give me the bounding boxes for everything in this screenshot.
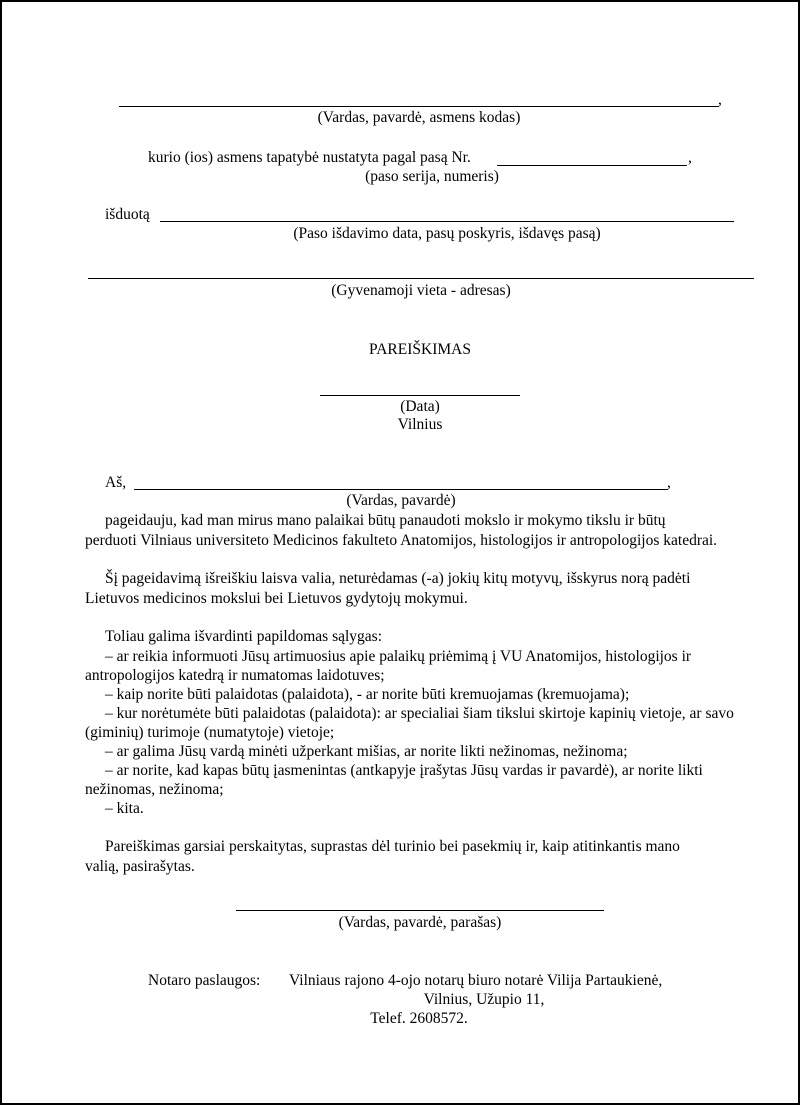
residence-caption: (Gyvenamoji vieta - adresas) bbox=[331, 282, 511, 299]
signature-caption: (Vardas, pavardė, parašas) bbox=[338, 914, 502, 931]
condition-item: – ar reikia informuoti Jūsų artimuosius apie palaikų priėmimą į VU Anatomijos, histologijos ir antropologijos katedrą ir numatomas laidotuves; bbox=[85, 648, 692, 684]
paragraph-1-rest: perduoti Vilniaus universiteto Medicinos fakulteto Anatomijos, histologijos ir antropologijos katedrai. bbox=[85, 532, 718, 549]
declarant-label: Aš, bbox=[105, 474, 127, 491]
condition-item: – ar norite, kad kapas būtų įasmenintas (antkapyje įrašytas Jūsų vardas ir pavardė), ar norite likti nežinomas, nežinoma; bbox=[85, 762, 703, 798]
conditions-intro: Toliau galima išvardinti papildomas sąlygas: bbox=[105, 628, 383, 645]
residence-line bbox=[88, 278, 754, 279]
closing-rest: valią, pasirašytas. bbox=[85, 858, 195, 875]
comma: , bbox=[718, 91, 722, 108]
issued-caption: (Paso išdavimo data, pasų poskyris, išdavęs pasą) bbox=[293, 225, 601, 242]
paragraph-1-first-line: pageidauju, kad man mirus mano palaikai būtų panaudoti mokslo ir mokymo tikslu ir būtų bbox=[105, 512, 666, 529]
name-code-line bbox=[119, 106, 719, 107]
page-title: PAREIŠKIMAS bbox=[369, 341, 471, 358]
condition-item: – ar galima Jūsų vardą minėti užperkant mišias, ar norite likti nežinomas, nežinoma; bbox=[105, 743, 628, 760]
condition-item: – kur norėtumėte būti palaidotas (palaidota): ar specialiai šiam tikslui skirtoje kapinių vietoje, ar savo (giminių) turimoje (numatytoje) vietoje; bbox=[85, 705, 734, 741]
notary-label: Notaro paslaugos: bbox=[148, 972, 261, 989]
paragraph-2-first-line: Šį pageidavimą išreiškiu laisva valia, neturėdamas (-a) jokių kitų motyvų, išskyrus norą padėti bbox=[105, 570, 691, 587]
condition-item: – kita. bbox=[105, 800, 144, 817]
declarant-name-caption: (Vardas, pavardė) bbox=[346, 492, 456, 509]
issued-label: išduotą bbox=[105, 206, 150, 223]
issued-line bbox=[160, 221, 734, 222]
condition-item: – kaip norite būti palaidotas (palaidota), - ar norite būti kremuojamas (kremuojama); bbox=[105, 686, 630, 703]
closing-first-line: Pareiškimas garsiai perskaitytas, suprastas dėl turinio bei pasekmių ir, kaip atitinkantis mano bbox=[105, 838, 680, 855]
date-caption: (Data) bbox=[400, 398, 440, 415]
comma: , bbox=[667, 474, 671, 491]
notary-office: Vilniaus rajono 4-ojo notarų biuro notarė Vilija Partaukienė, bbox=[289, 972, 663, 989]
notary-address: Vilnius, Užupio 11, bbox=[423, 991, 545, 1008]
city: Vilnius bbox=[397, 416, 443, 433]
notary-phone: Telef. 2608572. bbox=[370, 1010, 468, 1027]
comma: , bbox=[688, 149, 692, 166]
name-code-caption: (Vardas, pavardė, asmens kodas) bbox=[317, 109, 521, 126]
passport-caption: (paso serija, numeris) bbox=[365, 168, 499, 185]
declarant-name-line bbox=[134, 489, 668, 490]
passport-text: kurio (ios) asmens tapatybė nustatyta pagal pasą Nr. bbox=[148, 149, 471, 166]
date-line bbox=[320, 395, 520, 396]
signature-line bbox=[236, 910, 604, 911]
paragraph-2-rest: Lietuvos medicinos mokslui bei Lietuvos gydytojų mokymui. bbox=[85, 590, 468, 607]
passport-number-line bbox=[497, 165, 687, 166]
